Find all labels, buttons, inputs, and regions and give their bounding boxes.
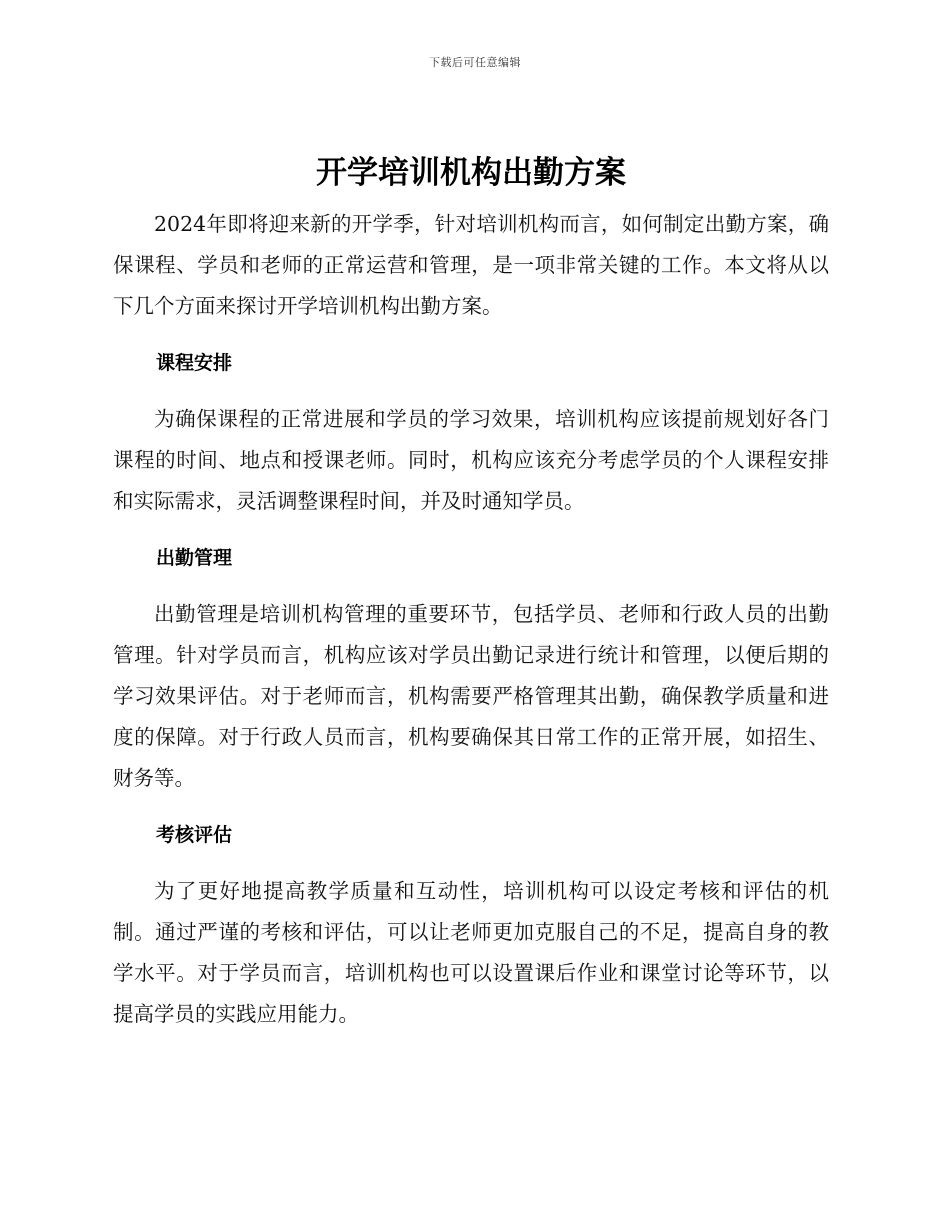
header-note: 下载后可任意编辑 bbox=[429, 56, 521, 69]
section-body-course-schedule: 为确保课程的正常进展和学员的学习效果，培训机构应该提前规划好各门课程的时间、地点和授课老师。同时，机构应该充分考虑学员的个人课程安排和实际需求，灵活调整课程时间，并及时通知学员。 bbox=[113, 407, 829, 513]
section-heading-assessment: 考核评估 bbox=[156, 824, 233, 846]
document-content bbox=[113, 148, 829, 1035]
section-body-attendance-management: 出勤管理是培训机构管理的重要环节，包括学员、老师和行政人员的出勤管理。针对学员而言，机构应该对学员出勤记录进行统计和管理，以便后期的学习效果评估。对于老师而言，机构需要严格管理其出勤，确保教学质量和进度的保障。对于行政人员而言，机构要确保其日常工作的正常开展，如招生、财务等。 bbox=[113, 602, 829, 790]
section-heading-course-schedule: 课程安排 bbox=[156, 352, 233, 374]
section-body-assessment: 为了更好地提高教学质量和互动性，培训机构可以设定考核和评估的机制。通过严谨的考核和评估，可以让老师更加克服自己的不足，提高自身的教学水平。对于学员而言，培训机构也可以设置课后作业和课堂讨论等环节，以提高学员的实践应用能力。 bbox=[113, 879, 829, 1026]
section-heading-attendance-management: 出勤管理 bbox=[156, 547, 233, 569]
document-title: 开学培训机构出勤方案 bbox=[316, 155, 626, 191]
intro-paragraph: 2024年即将迎来新的开学季，针对培训机构而言，如何制定出勤方案，确保课程、学员和老师的正常运营和管理，是一项非常关键的工作。本文将从以下几个方面来探讨开学培训机构出勤方案。 bbox=[113, 212, 829, 318]
